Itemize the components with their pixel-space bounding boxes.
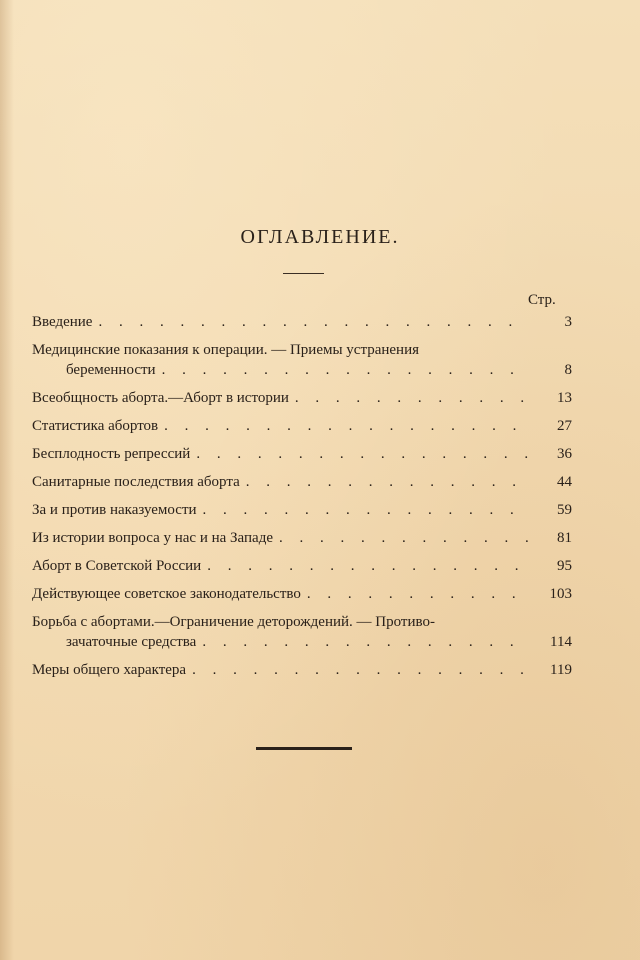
toc-entry[interactable] — [32, 584, 572, 604]
toc-entry-title: беременности — [66, 362, 156, 378]
dot-leader — [207, 556, 530, 576]
toc-entry-page: 95 — [557, 558, 572, 574]
dot-leader — [279, 528, 530, 548]
toc-entry-title: Статистика абортов — [32, 418, 159, 434]
toc-entry-page: 36 — [557, 446, 572, 462]
dot-leader — [196, 444, 530, 464]
toc-entry[interactable] — [32, 388, 572, 408]
dot-leader — [307, 584, 530, 604]
toc-entry-title: зачаточные средства — [66, 634, 197, 650]
toc-entry-page: 13 — [557, 390, 572, 406]
dot-leader — [203, 500, 530, 520]
toc-entry-page: 59 — [557, 502, 572, 518]
dot-leader — [192, 660, 530, 680]
toc-entry-page: 81 — [557, 530, 572, 546]
toc-entry-title: Всеобщность аборта.—Аборт в истории — [32, 390, 289, 406]
toc-entry-title: Действующее советское законодательство — [32, 586, 301, 602]
table-of-contents — [32, 312, 572, 688]
toc-entry-page: 119 — [550, 662, 572, 678]
toc-entry-page: 114 — [550, 634, 572, 650]
toc-entry[interactable] — [32, 500, 572, 520]
toc-entry-title-line1: Борьба с абортами.—Ограничение деторождений. — Противо- — [32, 614, 435, 630]
end-divider — [256, 747, 352, 750]
toc-entry-page: 103 — [549, 586, 572, 602]
toc-entry[interactable] — [32, 612, 572, 652]
toc-entry-page: 8 — [564, 362, 572, 378]
page-edge-shadow — [0, 0, 14, 960]
toc-entry-page: 44 — [557, 474, 572, 490]
dot-leader — [295, 388, 530, 408]
page-column-header: Стр. — [528, 292, 556, 308]
dot-leader — [202, 632, 530, 652]
toc-entry[interactable] — [32, 660, 572, 680]
toc-entry-title: Аборт в Советской России — [32, 558, 202, 574]
toc-entry[interactable] — [32, 416, 572, 436]
toc-entry-page: 3 — [564, 314, 572, 330]
toc-entry[interactable] — [32, 528, 572, 548]
toc-entry-title: Санитарные последствия аборта — [32, 474, 240, 490]
dot-leader — [162, 360, 530, 380]
toc-entry-title: Бесплодность репрессий — [32, 446, 191, 462]
dot-leader — [98, 312, 530, 332]
toc-entry[interactable] — [32, 472, 572, 492]
page-title: ОГЛАВЛЕНИЕ. — [240, 226, 400, 248]
toc-entry-title: Из истории вопроса у нас и на Западе — [32, 530, 273, 546]
toc-entry[interactable] — [32, 444, 572, 464]
dot-leader — [246, 472, 530, 492]
toc-entry-title: За и против наказуемости — [32, 502, 197, 518]
toc-entry-title: Меры общего характера — [32, 662, 187, 678]
toc-entry-title: Введение — [32, 314, 93, 330]
toc-entry-title-line1: Медицинские показания к операции. — Приемы устранения — [32, 342, 419, 358]
toc-entry[interactable] — [32, 312, 572, 332]
dot-leader — [164, 416, 530, 436]
title-divider — [283, 273, 324, 274]
toc-entry-page: 27 — [557, 418, 572, 434]
toc-entry[interactable] — [32, 556, 572, 576]
toc-entry[interactable] — [32, 340, 572, 380]
